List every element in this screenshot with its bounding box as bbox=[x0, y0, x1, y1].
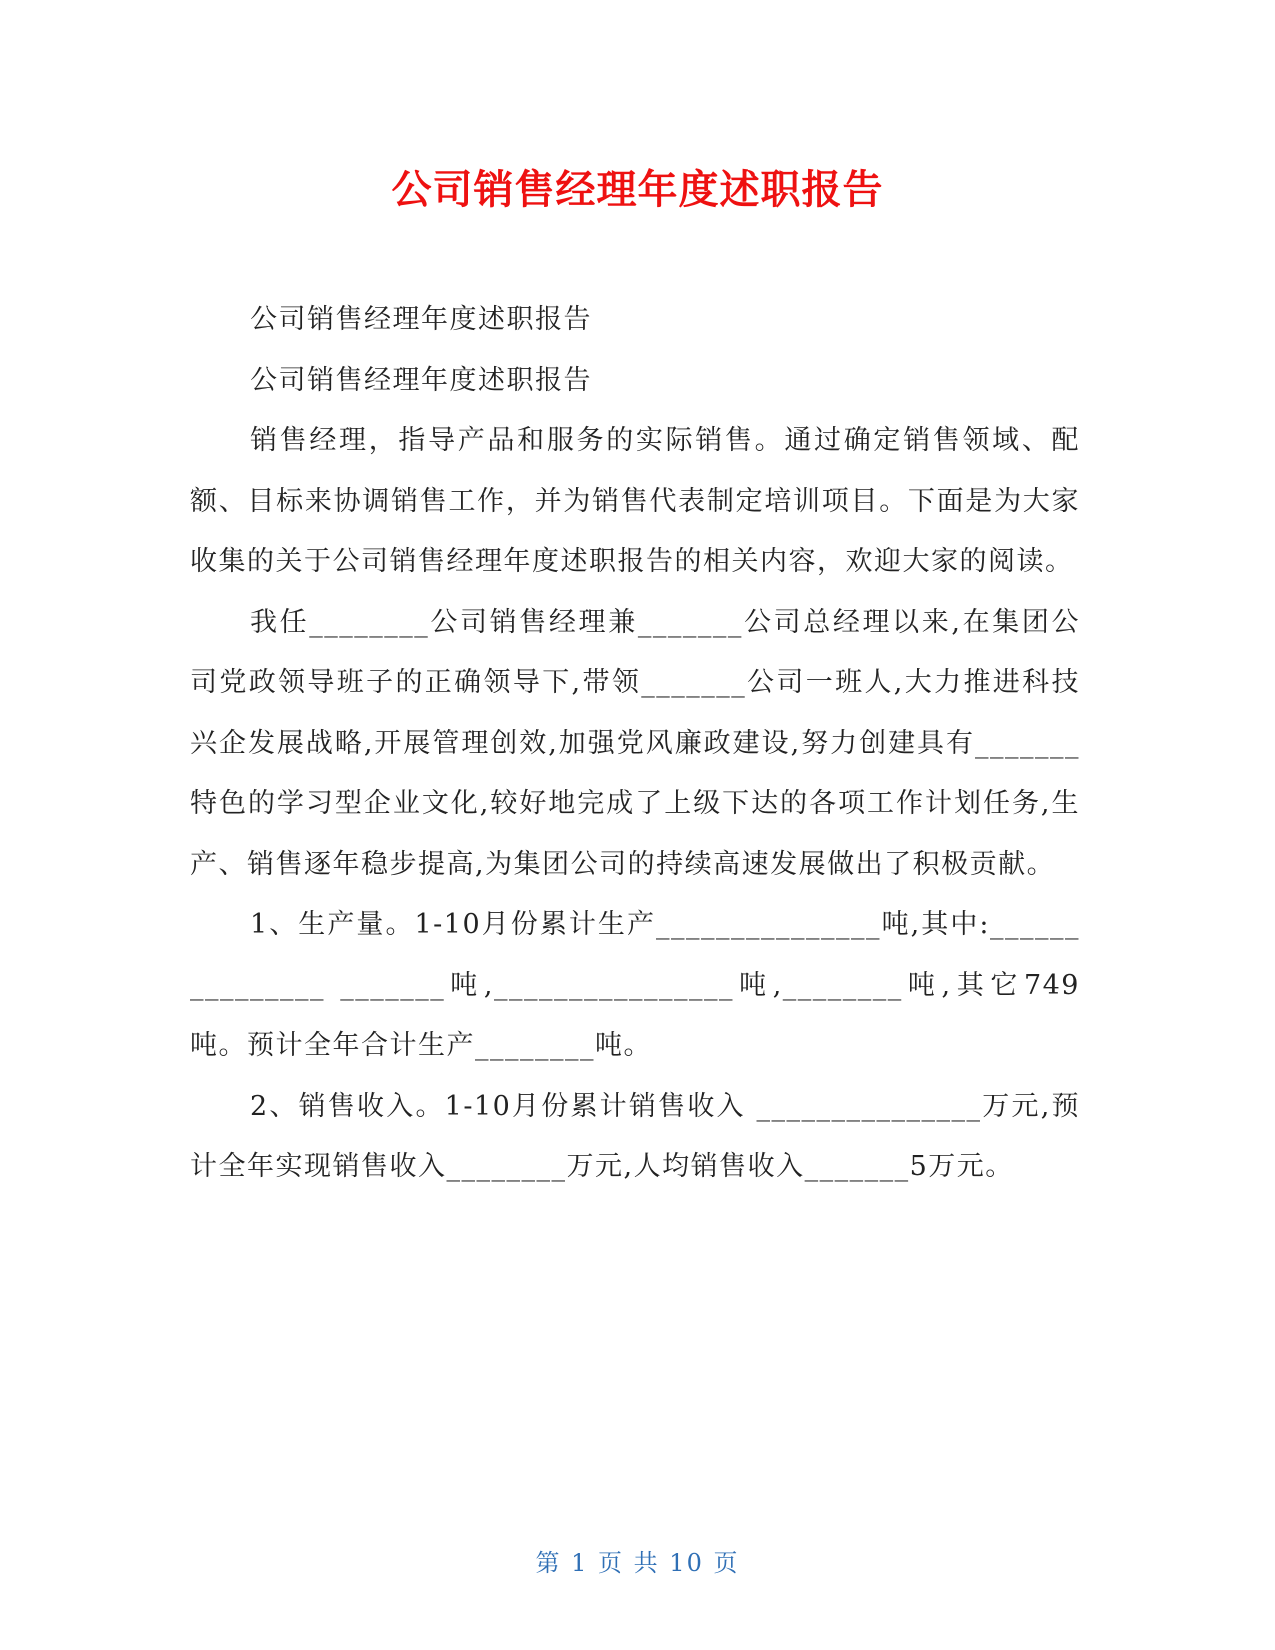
paragraph-production: 1、生产量。1-10月份累计生产_______________吨,其中:_______________ _______吨,________________吨,________吨,其它749吨。预计全年合计生产________吨。 bbox=[190, 909, 1080, 1061]
paragraph-overview: 我任________公司销售经理兼_______公司总经理以来,在集团公司党政领导班子的正确领导下,带领_______公司一班人,大力推进科技兴企发展战略,开展管理创效,加强党风廉政建设,努力创建具有_______特色的学习型企业文化,较好地完成了上级下达的各项工作计划任务,生产、销售逐年稳步提高,为集团公司的持续高速发展做出了积极贡献。 bbox=[190, 606, 1080, 880]
document-body bbox=[190, 290, 1080, 1198]
page-number-footer: 第 1 页 共 10 页 bbox=[535, 1549, 740, 1577]
paragraph-intro: 销售经理，指导产品和服务的实际销售。通过确定销售领域、配额、目标来协调销售工作，并为销售代表制定培训项目。下面是为大家收集的关于公司销售经理年度述职报告的相关内容，欢迎大家的阅读。 bbox=[190, 425, 1080, 577]
paragraph-heading-2: 公司销售经理年度述职报告 bbox=[250, 364, 592, 396]
paragraph-sales-revenue: 2、销售收入。1-10月份累计销售收入 _______________万元,预计全年实现销售收入________万元,人均销售收入_______5万元。 bbox=[190, 1090, 1080, 1182]
document-title: 公司销售经理年度述职报告 bbox=[391, 167, 884, 213]
paragraph-heading-1: 公司销售经理年度述职报告 bbox=[250, 304, 592, 335]
